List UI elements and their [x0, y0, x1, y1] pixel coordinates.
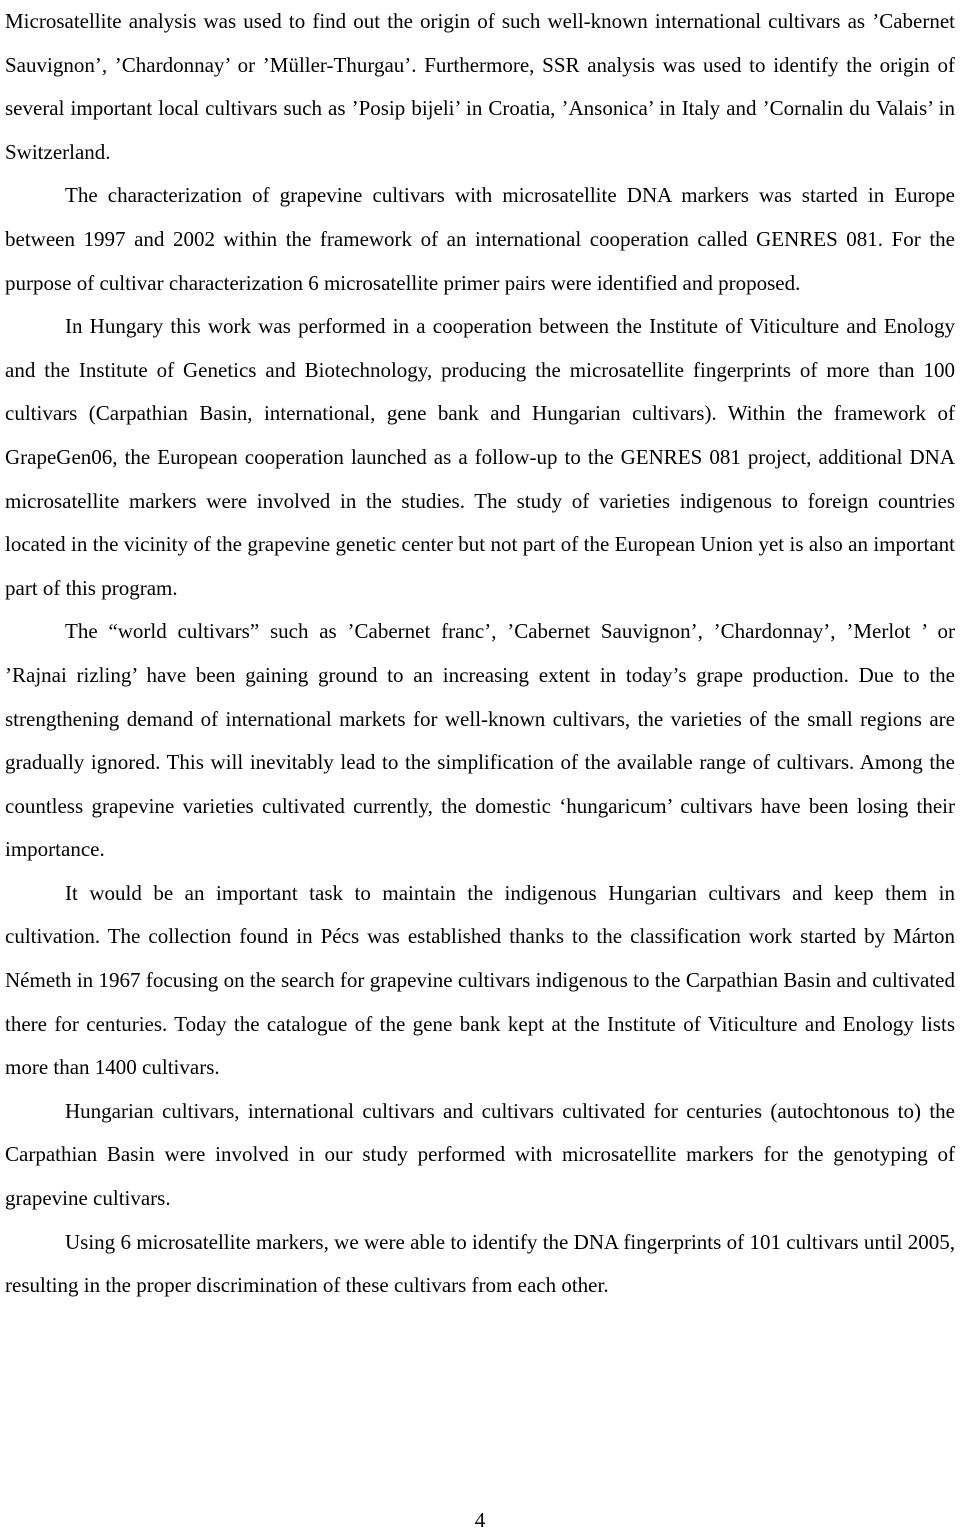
paragraph-4: The “world cultivars” such as ’Cabernet franc’, ’Cabernet Sauvignon’, ’Chardonnay’, ’Merlot ’ or ’Rajnai rizling’ have been gaining ground to an increasing extent in today’s grape production. Due to the strengthening demand of international markets for well-known cultivars, the varieties of the small regions are gradually ignored. This will inevitably lead to the simplification of the available range of cultivars. Among the countless grapevine varieties cultivated currently, the domestic ‘hungaricum’ cultivars have been losing their importance.	[5, 619, 955, 862]
paragraph-7: Using 6 microsatellite markers, we were able to identify the DNA fingerprints of 101 cultivars until 2005, resulting in the proper discrimination of these cultivars from each other.	[5, 1229, 955, 1298]
paragraph-3: In Hungary this work was performed in a cooperation between the Institute of Viticulture and Enology and the Institute of Genetics and Biotechnology, producing the microsatellite fingerprints of more than 100 cultivars (Carpathian Basin, international, gene bank and Hungarian cultivars). Within the framework of GrapeGen06, the European cooperation launched as a follow-up to the GENRES 081 project, additional DNA microsatellite markers were involved in the studies. The study of varieties indigenous to foreign countries located in the vicinity of the grapevine genetic center but not part of the European Union yet is also an important part of this program.	[5, 314, 955, 600]
paragraph-2: The characterization of grapevine cultivars with microsatellite DNA markers was started in Europe between 1997 and 2002 within the framework of an international cooperation called GENRES 081. For the purpose of cultivar characterization 6 microsatellite primer pairs were identified and proposed.	[5, 183, 955, 295]
page-number: 4	[474, 1508, 486, 1532]
document-page	[5, 0, 955, 1308]
paragraph-6: Hungarian cultivars, international cultivars and cultivars cultivated for centuries (autochtonous to) the Carpathian Basin were involved in our study performed with microsatellite markers for the genotyping of grapevine cultivars.	[5, 1098, 955, 1211]
paragraph-5: It would be an important task to maintain the indigenous Hungarian cultivars and keep them in cultivation. The collection found in Pécs was established thanks to the classification work started by Márton Németh in 1967 focusing on the search for grapevine cultivars indigenous to the Carpathian Basin and cultivated there for centuries. Today the catalogue of the gene bank kept at the Institute of Viticulture and Enology lists more than 1400 cultivars.	[5, 880, 955, 1080]
paragraph-1: Microsatellite analysis was used to find out the origin of such well-known international cultivars as ’Cabernet Sauvignon’, ’Chardonnay’ or ’Müller-Thurgau’. Furthermore, SSR analysis was used to identify the origin of several important local cultivars such as ’Posip bijeli’ in Croatia, ’Ansonica’ in Italy and ’Cornalin du Valais’ in Switzerland.	[5, 9, 955, 164]
